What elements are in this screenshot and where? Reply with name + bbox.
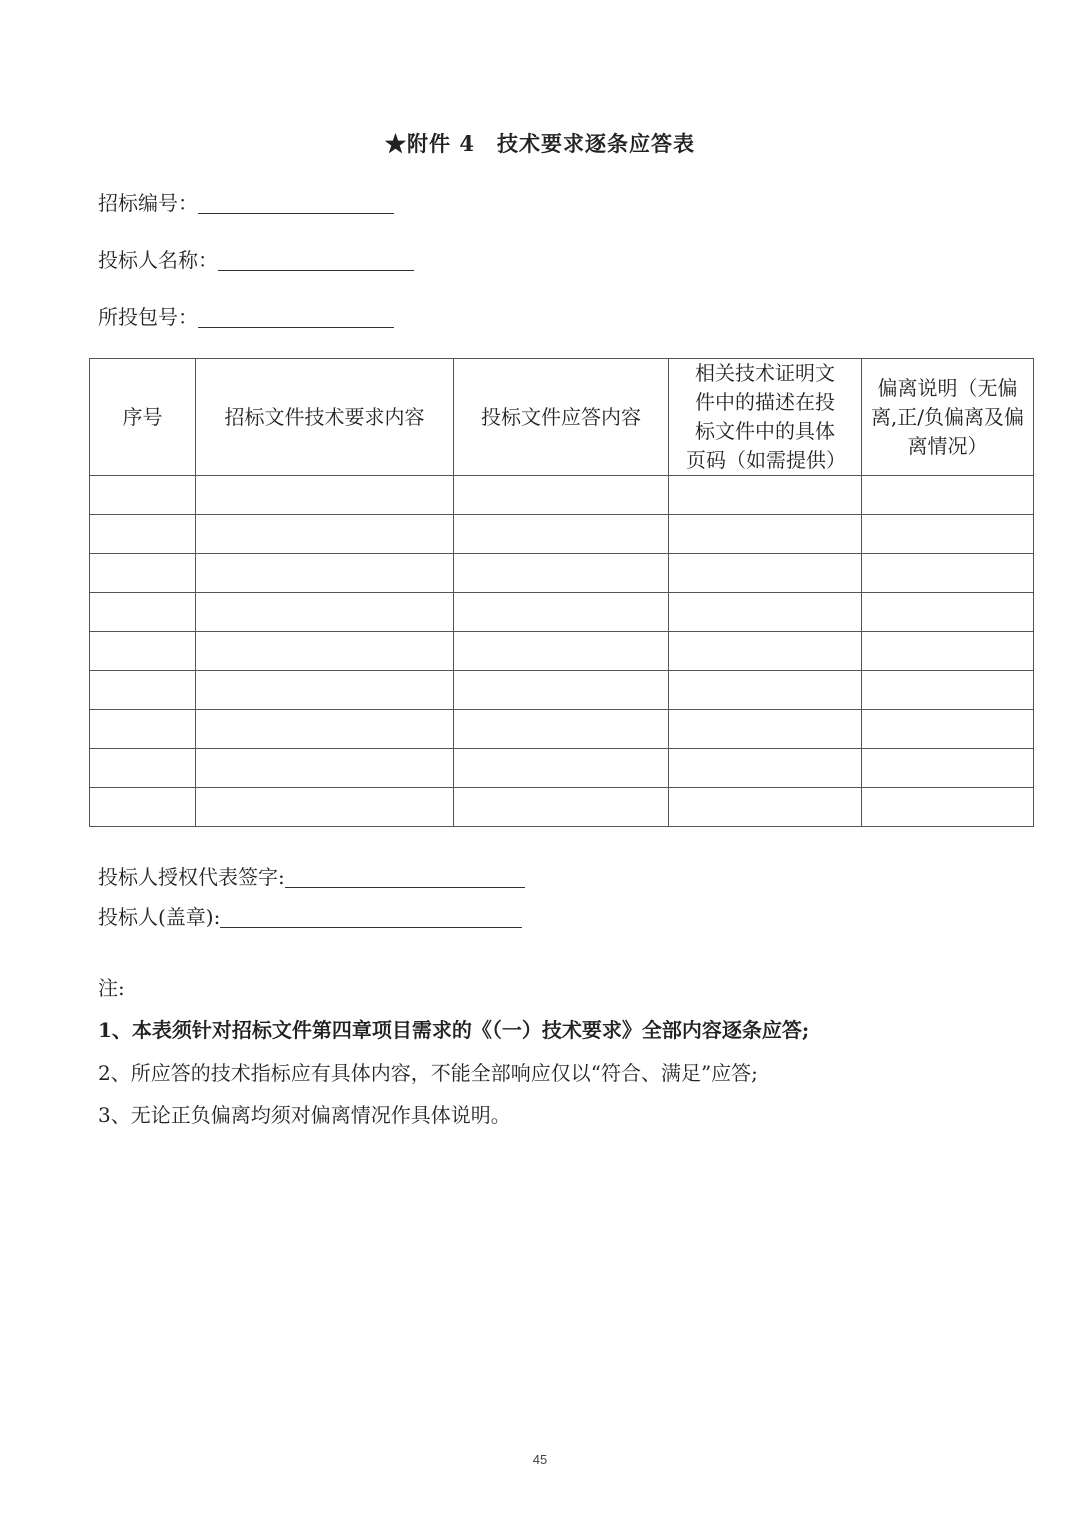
- table-cell[interactable]: [862, 671, 1034, 710]
- table-row: [90, 632, 1034, 671]
- package-number-field: [98, 302, 394, 332]
- table-cell[interactable]: [196, 710, 454, 749]
- table-cell[interactable]: [196, 632, 454, 671]
- table-row: [90, 671, 1034, 710]
- rep-signature-label: 投标人授权代表签字:: [98, 865, 285, 889]
- seal-blank[interactable]: [220, 905, 522, 928]
- seal-field: [98, 902, 522, 932]
- table-row: [90, 476, 1034, 515]
- table-cell[interactable]: [454, 749, 669, 788]
- table-row: [90, 554, 1034, 593]
- table-cell[interactable]: [196, 671, 454, 710]
- table-cell[interactable]: [90, 593, 196, 632]
- table-cell[interactable]: [90, 710, 196, 749]
- table-cell[interactable]: [669, 554, 862, 593]
- table-cell[interactable]: [454, 671, 669, 710]
- table-cell[interactable]: [454, 710, 669, 749]
- note-item-1: 1、本表须针对招标文件第四章项目需求的《（一）技术要求》全部内容逐条应答;: [98, 1018, 810, 1042]
- table-cell[interactable]: [862, 593, 1034, 632]
- table-cell[interactable]: [454, 593, 669, 632]
- rep-signature-blank[interactable]: [285, 865, 525, 888]
- note-item-2: 2、所应答的技术指标应有具体内容，不能全部响应仅以“符合、满足”应答;: [98, 1061, 758, 1085]
- table-row: [90, 710, 1034, 749]
- table-cell[interactable]: [862, 554, 1034, 593]
- table-cell[interactable]: [454, 788, 669, 827]
- table-header-row: [90, 359, 1034, 476]
- table-cell[interactable]: [454, 632, 669, 671]
- table-cell[interactable]: [669, 632, 862, 671]
- table-cell[interactable]: [196, 515, 454, 554]
- package-number-label: 所投包号：: [98, 305, 198, 329]
- document-title: ★附件 4 技术要求逐条应答表: [385, 131, 695, 156]
- table-cell[interactable]: [196, 788, 454, 827]
- tender-number-label: 招标编号：: [98, 191, 198, 215]
- table-cell[interactable]: [454, 515, 669, 554]
- bidder-name-field: [98, 245, 414, 275]
- table-cell[interactable]: [862, 476, 1034, 515]
- header-deviation-note: 偏离说明（无偏离,正/负偏离及偏离情况）: [862, 359, 1034, 476]
- table-row: [90, 515, 1034, 554]
- table-cell[interactable]: [90, 788, 196, 827]
- table-row: [90, 593, 1034, 632]
- table-cell[interactable]: [90, 554, 196, 593]
- table-cell[interactable]: [90, 476, 196, 515]
- table-cell[interactable]: [669, 593, 862, 632]
- table-cell[interactable]: [669, 788, 862, 827]
- package-number-blank[interactable]: [198, 305, 394, 328]
- table-cell[interactable]: [454, 554, 669, 593]
- table-cell[interactable]: [669, 710, 862, 749]
- notes-heading: 注:: [98, 976, 125, 1000]
- tender-number-field: [98, 188, 394, 218]
- table-cell[interactable]: [454, 476, 669, 515]
- table-cell[interactable]: [90, 749, 196, 788]
- table-cell[interactable]: [90, 632, 196, 671]
- seal-label: 投标人(盖章):: [98, 905, 221, 929]
- table-cell[interactable]: [669, 671, 862, 710]
- note-item-3: 3、无论正负偏离均须对偏离情况作具体说明。: [98, 1103, 511, 1127]
- header-evidence-page: 相关技术证明文件中的描述在投标文件中的具体页码（如需提供）: [669, 359, 862, 476]
- rep-signature-field: [98, 862, 525, 892]
- table-cell[interactable]: [862, 749, 1034, 788]
- table-cell[interactable]: [669, 476, 862, 515]
- header-tender-requirement: 招标文件技术要求内容: [196, 359, 454, 476]
- bidder-name-label: 投标人名称：: [98, 248, 218, 272]
- header-bid-response: 投标文件应答内容: [454, 359, 669, 476]
- table-cell[interactable]: [862, 515, 1034, 554]
- table-row: [90, 749, 1034, 788]
- header-serial-number: 序号: [90, 359, 196, 476]
- table-cell[interactable]: [196, 749, 454, 788]
- table-cell[interactable]: [862, 632, 1034, 671]
- table-cell[interactable]: [862, 710, 1034, 749]
- table-cell[interactable]: [196, 593, 454, 632]
- page-number: 45: [532, 1452, 548, 1467]
- table-cell[interactable]: [196, 554, 454, 593]
- tender-number-blank[interactable]: [198, 191, 394, 214]
- table-cell[interactable]: [196, 476, 454, 515]
- table-cell[interactable]: [669, 749, 862, 788]
- response-table: [89, 358, 1034, 827]
- table-cell[interactable]: [90, 671, 196, 710]
- table-cell[interactable]: [862, 788, 1034, 827]
- table-row: [90, 788, 1034, 827]
- table-cell[interactable]: [90, 515, 196, 554]
- bidder-name-blank[interactable]: [218, 248, 414, 271]
- table-cell[interactable]: [669, 515, 862, 554]
